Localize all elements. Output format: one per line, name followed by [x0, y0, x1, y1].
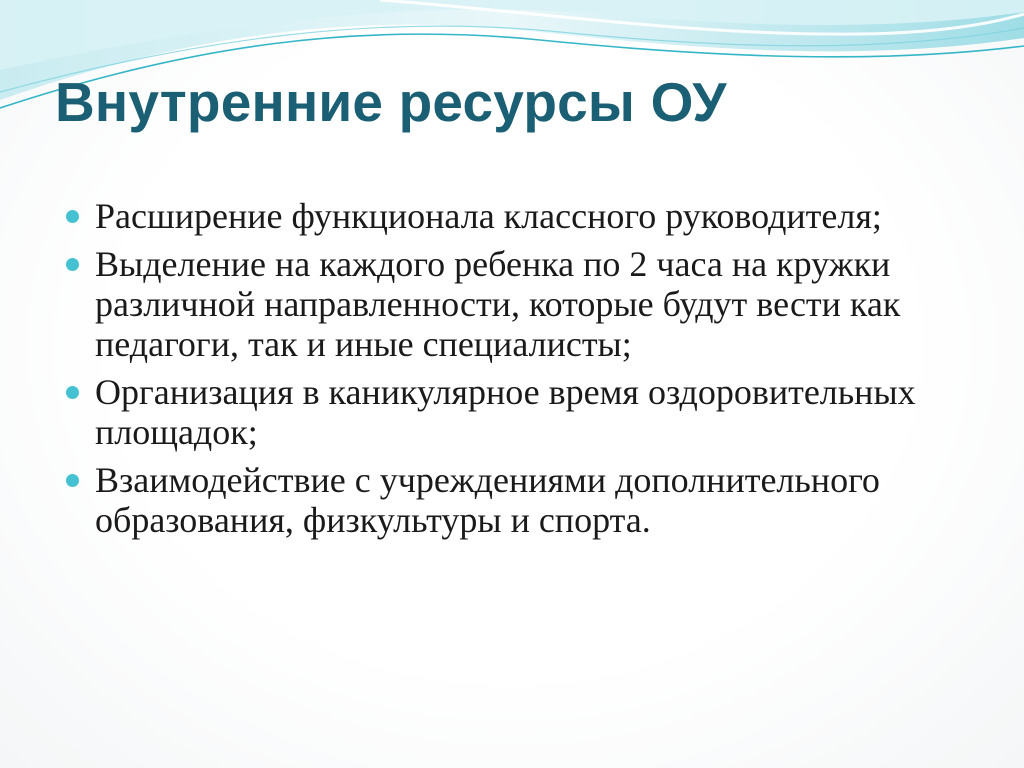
bullet-marker-icon [66, 258, 79, 271]
bullet-marker-icon [66, 474, 79, 487]
bullet-marker-icon [66, 386, 79, 399]
slide-title: Внутренние ресурсы ОУ [55, 71, 727, 133]
bullet-item [66, 196, 966, 236]
bullet-text: Организация в каникулярное время оздоровительных площадок; [95, 372, 916, 452]
bullet-item [66, 244, 966, 364]
bullet-text: Расширение функционала классного руководителя; [95, 196, 882, 236]
bullet-marker-icon [66, 210, 79, 223]
bullet-text: Взаимодействие с учреждениями дополнительного образования, физкультуры и спорта. [95, 460, 880, 540]
bullet-list [66, 196, 966, 548]
bullet-item [66, 460, 966, 540]
bullet-text: Выделение на каждого ребенка по 2 часа на кружки различной направленности, которые будут вести как педагоги, так и иные специалисты; [95, 244, 901, 364]
bullet-item [66, 372, 966, 452]
